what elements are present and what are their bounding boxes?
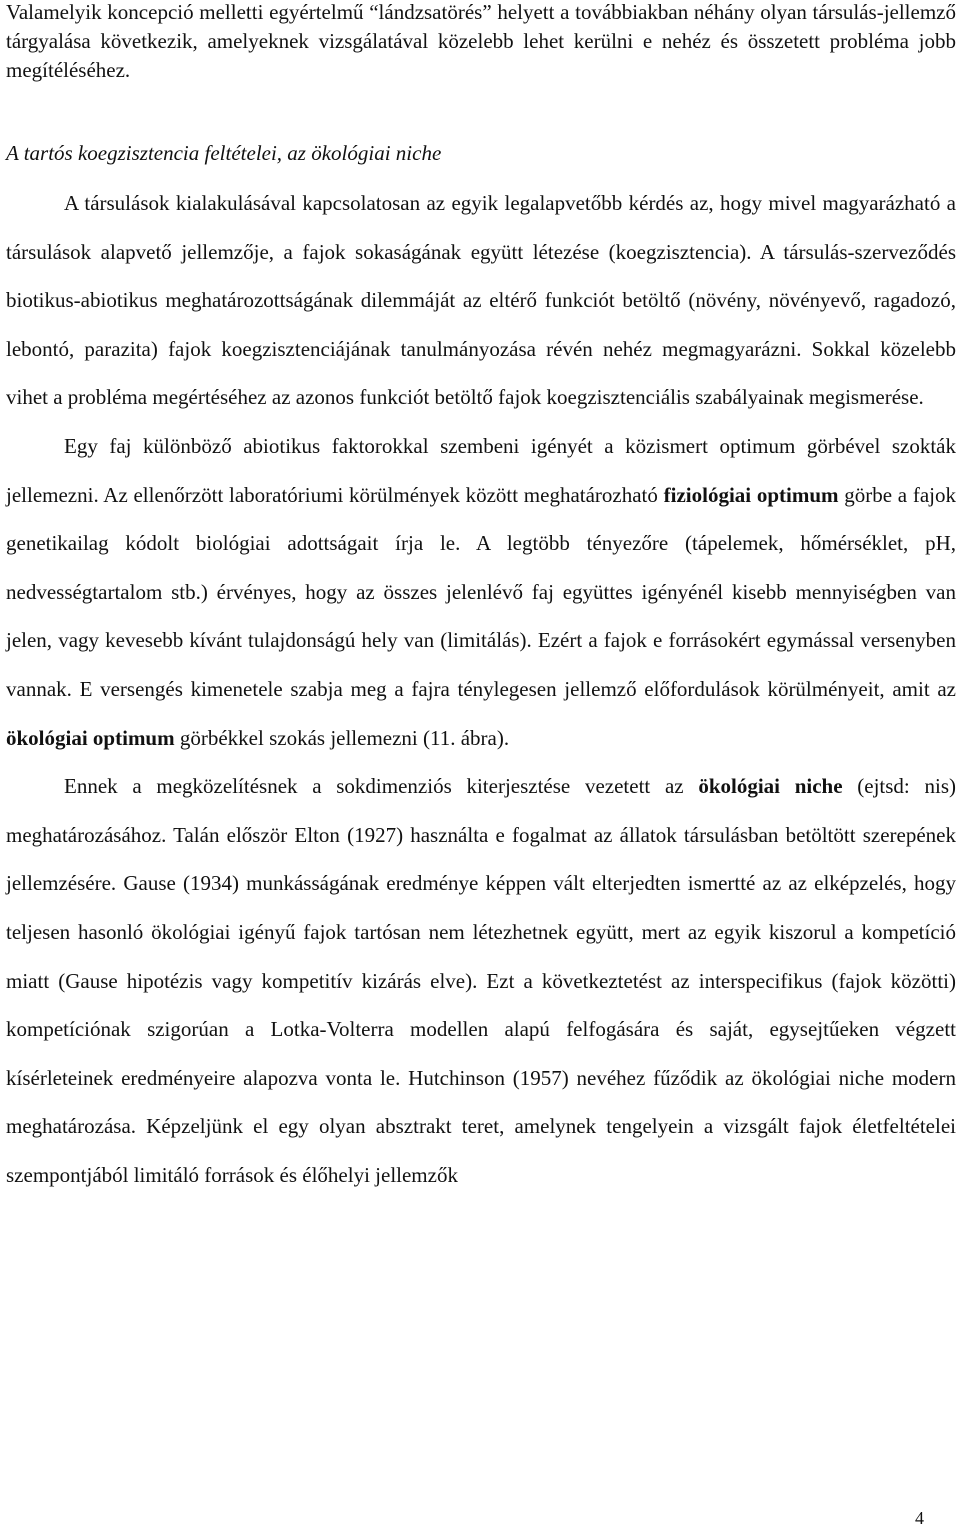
term-ecological-optimum: ökológiai optimum [6, 725, 175, 750]
paragraph-optimum [6, 422, 956, 762]
page-number: 4 [915, 1508, 924, 1528]
paragraph-niche [6, 762, 956, 1199]
paragraph-optimum-text-1: Egy faj különböző abiotikus faktorokkal szembeni igényét a közismert optimum görbével szokták jellemezni. Az ellenőrzött laboratóriumi körülmények között meghatározható [6, 433, 956, 507]
section-heading: A tartós koegzisztencia feltételei, az ökológiai niche [6, 141, 442, 165]
paragraph-niche-text-2: (ejtsd: nis) meghatározásához. Talán először Elton (1927) használta e fogalmat az állatok társulásban betöltött szerepének jellemzésére. Gause (1934) munkásságának eredménye képpen vált elterjedten ismertté az az elképzelés, hogy teljesen hasonló ökológiai igényű fajok tartósan nem létezhetnek együtt, mert az egyik kiszorul a kompetíció miatt (Gause hipotézis vagy kompetitív kizárás elve). Ezt a következtetést az interspecifikus (fajok közötti) kompetíciónak szigorúan a Lotka-Volterra modellen alapú felfogására és saját, egysejtűeken végzett kísérleteinek eredményeire alapozva vonta le. Hutchinson (1957) nevéhez fűződik az ökológiai niche modern meghatározása. Képzeljünk el egy olyan absztrakt teret, amelynek tengelyein a vizsgált fajok életfeltételei szempontjából limitáló források és élőhelyi jellemzők [6, 774, 956, 1187]
term-physiological-optimum: fiziológiai optimum [663, 482, 839, 507]
paragraph-optimum-text-3: görbékkel szokás jellemezni (11. ábra). [174, 725, 510, 750]
intro-paragraph: Valamelyik koncepció melletti egyértelmű “lándzsatörés” helyett a továbbiakban néhány olyan társulás-jellemző tárgyalása következik, amelyeknek vizsgálatával közelebb lehet kerülni e nehéz és összetett probléma jobb megítéléséhez. [6, 0, 956, 82]
document-page [6, 0, 956, 1199]
paragraph-niche-text-1: Ennek a megközelítésnek a sokdimenziós kiterjesztése vezetett az [64, 774, 699, 799]
term-ecological-niche: ökológiai niche [698, 774, 843, 799]
paragraph-optimum-text-2: görbe a fajok genetikailag kódolt biológiai adottságait írja le. A legtöbb tényezőre (tápelemek, hőmérséklet, pH, nedvességtartalom stb.) érvényes, hogy az összes jelenlévő faj együttes igényénél kisebb mennyiségben van jelen, vagy kevesebb kívánt tulajdonságú hely van (limitálás). Ezért a fajok e forrásokért egymással versenyben vannak. E versengés kimenetele szabja meg a fajra ténylegesen jellemző előfordulások körülményeit, amit az [6, 482, 956, 701]
paragraph-coexistence: A társulások kialakulásával kapcsolatosan az egyik legalapvetőbb kérdés az, hogy mivel magyarázható a társulások alapvető jellemzője, a fajok sokaságának együtt létezése (koegzisztencia). A társulás-szerveződés biotikus-abiotikus meghatározottságának dilemmáját az eltérő funkciót betöltő (növény, növényevő, ragadozó, lebontó, parazita) fajok koegzisztenciájának tanulmányozása révén nehéz megmagyarázni. Sokkal közelebb vihet a probléma megértéséhez az azonos funkciót betöltő fajok koegzisztenciális szabályainak megismerése. [6, 191, 956, 410]
